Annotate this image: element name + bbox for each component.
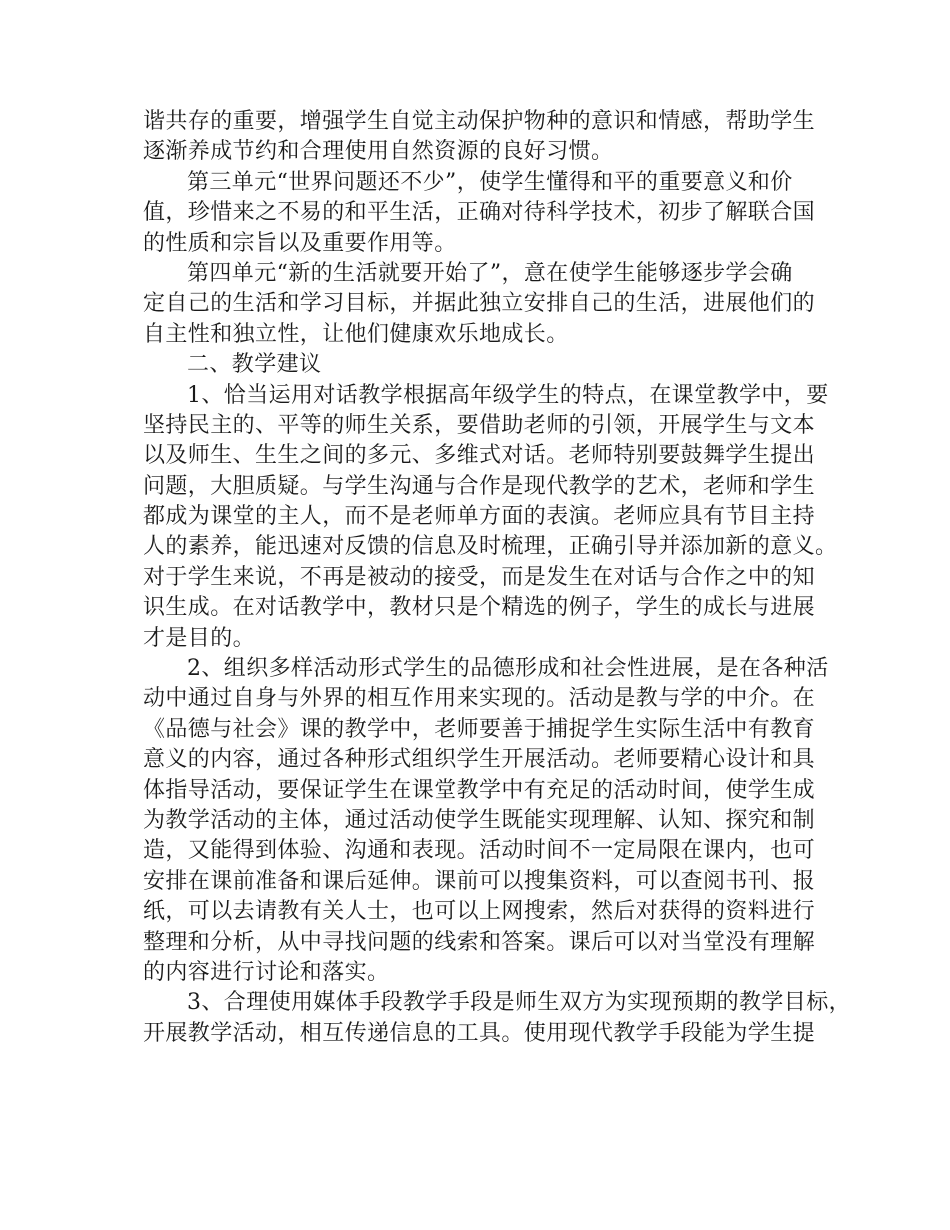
document-body bbox=[143, 107, 851, 1049]
text-line: 第三单元“世界问题还不少”，使学生懂得和平的重要意义和价 bbox=[187, 169, 793, 195]
text-line: 对于学生来说，不再是被动的接受，而是发生在对话与合作之中的知 bbox=[143, 564, 816, 590]
text-line: 造，又能得到体验、沟通和表现。活动时间不一定局限在课内，也可 bbox=[143, 838, 816, 864]
text-line: 二、教学建议 bbox=[187, 352, 322, 378]
text-line: 自主性和独立性，让他们健康欢乐地成长。 bbox=[143, 321, 569, 347]
text-line: 以及师生、生生之间的多元、多维式对话。老师特别要鼓舞学生提出 bbox=[143, 443, 816, 469]
text-line: 意义的内容，通过各种形式组织学生开展活动。老师要精心设计和具 bbox=[143, 747, 816, 773]
text-line: 动中通过自身与外界的相互作用来实现的。活动是教与学的中介。在 bbox=[143, 686, 816, 712]
text-line: 问题，大胆质疑。与学生沟通与合作是现代教学的艺术，老师和学生 bbox=[143, 473, 816, 499]
text-line: 逐渐养成节约和合理使用自然资源的良好习惯。 bbox=[143, 139, 614, 165]
text-line: 才是目的。 bbox=[143, 625, 256, 651]
text-line: 人的素养，能迅速对反馈的信息及时梳理，正确引导并添加新的意义。 bbox=[143, 534, 838, 560]
text-line: 开展教学活动，相互传递信息的工具。使用现代教学手段能为学生提 bbox=[143, 1020, 816, 1046]
text-line: 为教学活动的主体，通过活动使学生既能实现理解、认知、探究和制 bbox=[143, 807, 816, 833]
text-line: 《品德与社会》课的教学中，老师要善于捕捉学生实际生活中有教育 bbox=[143, 716, 816, 742]
text-line: 1、恰当运用对话教学根据高年级学生的特点，在课堂教学中，要 bbox=[187, 382, 829, 408]
text-line: 安排在课前准备和课后延伸。课前可以搜集资料，可以查阅书刊、报 bbox=[143, 868, 816, 894]
text-line: 体指导活动，要保证学生在课堂教学中有充足的活动时间，使学生成 bbox=[143, 777, 816, 803]
text-line: 值，珍惜来之不易的和平生活，正确对待科学技术，初步了解联合国 bbox=[143, 200, 816, 226]
text-line: 第四单元“新的生活就要开始了”，意在使学生能够逐步学会确 bbox=[187, 260, 793, 286]
text-line: 都成为课堂的主人，而不是老师单方面的表演。老师应具有节目主持 bbox=[143, 504, 816, 530]
text-line: 识生成。在对话教学中，教材只是个精选的例子，学生的成长与进展 bbox=[143, 595, 816, 621]
text-line: 3、合理使用媒体手段教学手段是师生双方为实现预期的教学目标， bbox=[187, 990, 851, 1016]
text-line: 纸，可以去请教有关人士，也可以上网搜索，然后对获得的资料进行 bbox=[143, 899, 816, 925]
text-line: 的内容进行讨论和落实。 bbox=[143, 959, 390, 985]
text-line: 谐共存的重要，增强学生自觉主动保护物种的意识和情感，帮助学生 bbox=[143, 109, 816, 134]
text-line: 整理和分析，从中寻找问题的线索和答案。课后可以对当堂没有理解 bbox=[143, 929, 816, 955]
text-line: 坚持民主的、平等的师生关系，要借助老师的引领，开展学生与文本 bbox=[143, 412, 816, 438]
text-line: 的性质和宗旨以及重要作用等。 bbox=[143, 230, 457, 256]
text-line: 2、组织多样活动形式学生的品德形成和社会性进展，是在各种活 bbox=[187, 656, 829, 682]
text-line: 定自己的生活和学习目标，并据此独立安排自己的生活，进展他们的 bbox=[143, 291, 816, 317]
